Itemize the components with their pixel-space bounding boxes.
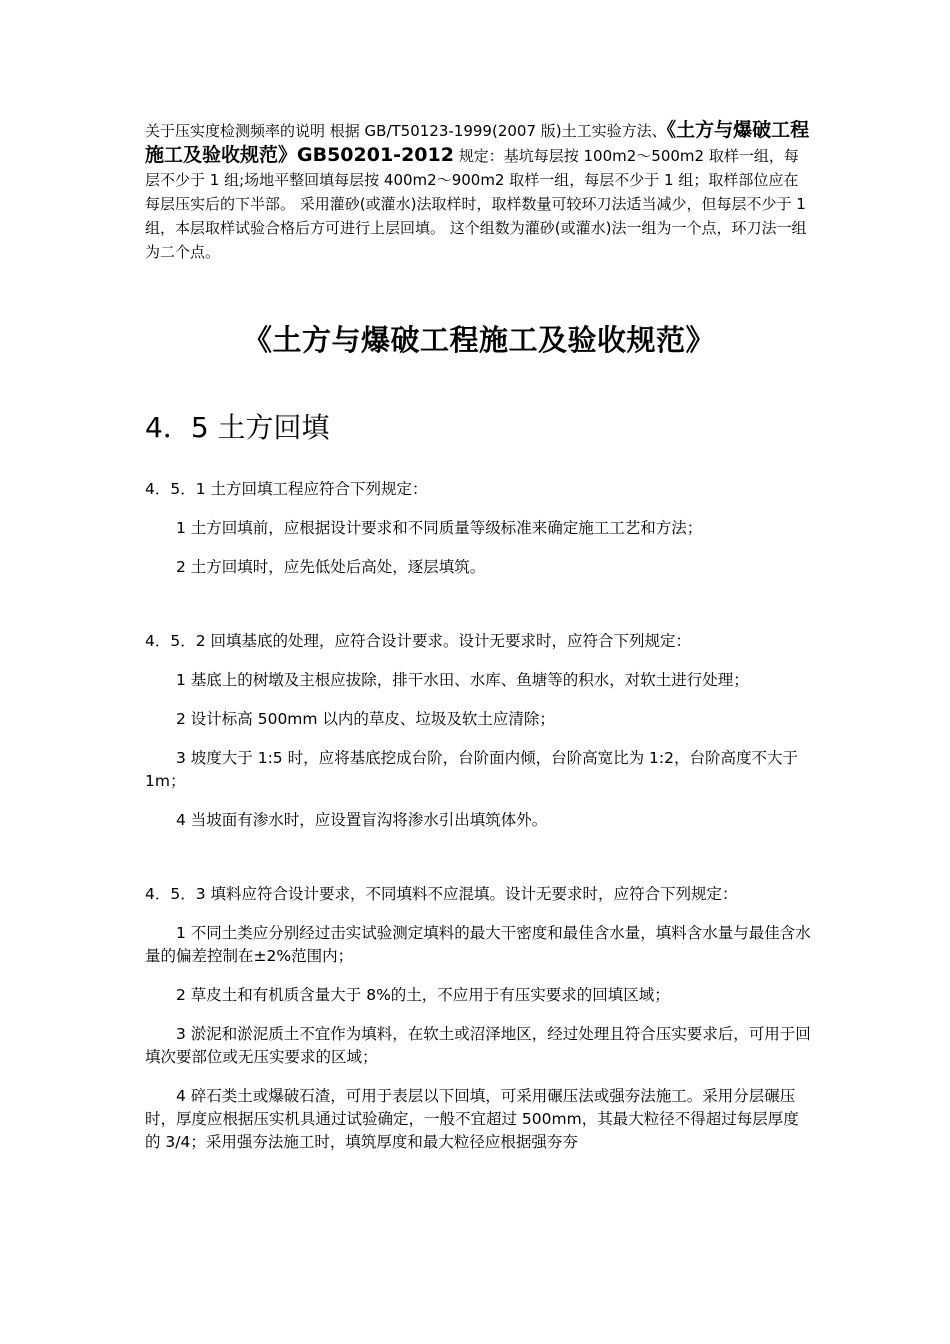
clause-item: 1 土方回填前，应根据设计要求和不同质量等级标准来确定施工工艺和方法；: [176, 519, 703, 537]
intro-text-1: 关于压实度检测频率的说明 根据 GB/T50123-1999(2007 版)土工实验方法、: [145, 122, 667, 140]
clause-item: 1 不同土类应分别经过击实试验测定填料的最大干密度和最佳含水量，填料含水量与最佳含水量的偏差控制在±2%范围内；: [145, 924, 811, 965]
section-title: 4．5 土方回填: [145, 411, 330, 444]
document-title: 《土方与爆破工程施工及验收规范》: [242, 323, 715, 357]
clause-heading: 4．5．1 土方回填工程应符合下列规定：: [145, 480, 428, 498]
document-page: [145, 118, 813, 1154]
clause-item: 4 碎石类土或爆破石渣，可用于表层以下回填，可采用碾压法或强夯法施工。采用分层碾压时，厚度应根据压实机具通过试验确定，一般不宜超过 500mm，其最大粒径不得超过每层厚度的 3/4；采用强夯法施工时，填筑厚度和最大粒径应根据强夯夯: [145, 1087, 799, 1151]
clause-item: 2 草皮土和有机质含量大于 8%的土，不应用于有压实要求的回填区域；: [176, 986, 670, 1004]
clause-4-5-3: [145, 883, 813, 1154]
clause-item: 4 当坡面有渗水时，应设置盲沟将渗水引出填筑体外。: [176, 811, 548, 829]
clause-item: 2 土方回填时，应先低处后高处，逐层填筑。: [176, 558, 486, 576]
clause-4-5-2: [145, 630, 813, 832]
intro-standard-name: 《土方与爆破工程施工及验收规范》GB50201-2012: [145, 119, 810, 166]
clause-item: 3 坡度大于 1:5 时，应将基底挖成台阶，台阶面内倾，台阶高宽比为 1:2，台阶高度不大于 1m；: [145, 749, 798, 790]
clause-heading: 4．5．3 填料应符合设计要求，不同填料不应混填。设计无要求时，应符合下列规定：: [145, 885, 738, 903]
clause-item: 2 设计标高 500mm 以内的草皮、垃圾及软土应清除；: [176, 710, 555, 728]
clause-item: 3 淤泥和淤泥质土不宜作为填料，在软土或沼泽地区，经过处理且符合压实要求后，可用于回填次要部位或无压实要求的区域；: [145, 1025, 811, 1066]
clause-heading: 4．5．2 回填基底的处理，应符合设计要求。设计无要求时，应符合下列规定：: [145, 632, 692, 650]
intro-text-2: 规定：基坑每层按 100m2～500m2 取样一组，每层不少于 1 组;场地平整回填每层按 400m2～900m2 取样一组，每层不少于 1 组；取样部位应在每层压实后的下半部。 采用灌砂(或灌水)法取样时，取样数量可较环刀法适当减少，但每层不少于 1 组，本层取样试验合格后方可进行上层回填。 这个组数为灌砂(或灌水)法一组为一个点，环刀法一组为二个点。: [145, 147, 807, 261]
clause-4-5-1: [145, 478, 813, 579]
clause-item: 1 基底上的树墩及主根应拔除，排干水田、水库、鱼塘等的积水，对软土进行处理；: [176, 671, 749, 689]
intro-paragraph: [145, 118, 813, 264]
